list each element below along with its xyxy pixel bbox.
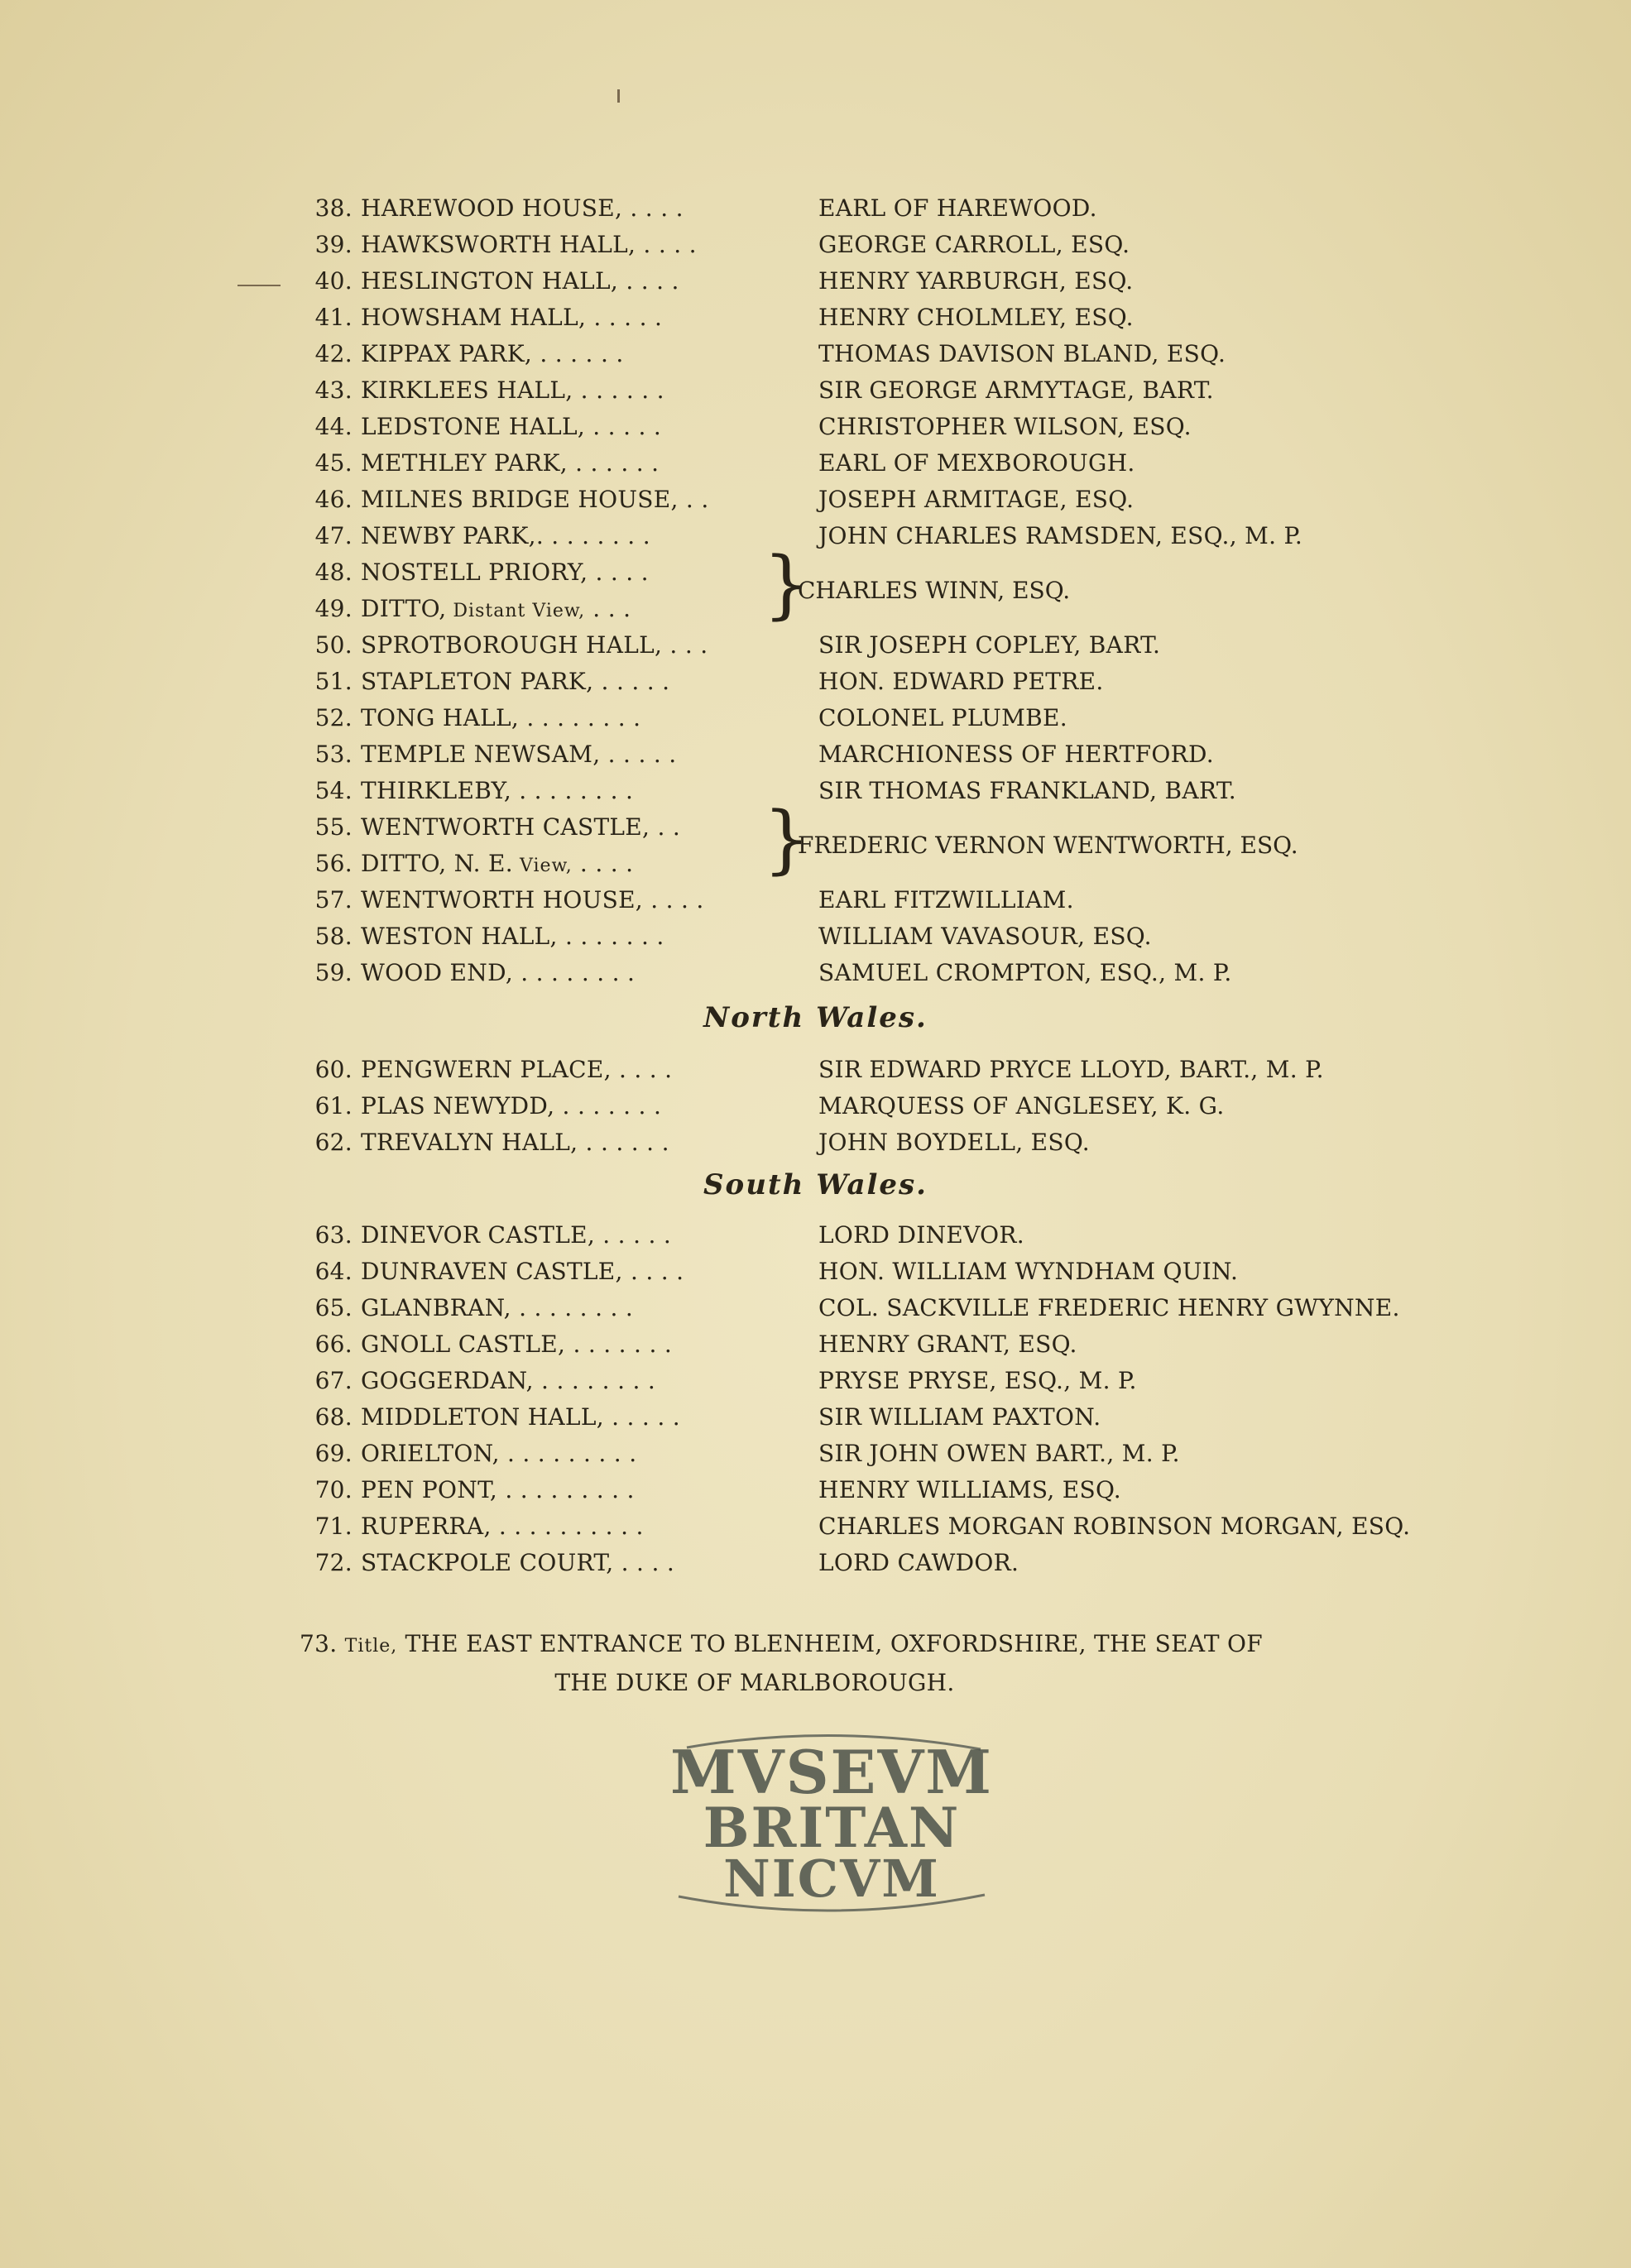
seat-name <box>361 886 804 913</box>
dot-leader: . . . . . . . . <box>535 522 650 549</box>
list-item <box>306 850 818 886</box>
seat-text: WOOD END, <box>361 959 514 986</box>
seat-text: PEN PONT, <box>361 1476 498 1503</box>
seat-name <box>361 1367 804 1394</box>
seat-text: LEDSTONE HALL, <box>361 413 586 440</box>
owner-name: EARL OF MEXBOROUGH. <box>818 449 1135 477</box>
list-item <box>306 1258 1238 1294</box>
owner-name: MARQUESS OF ANGLESEY, K. G. <box>818 1092 1225 1120</box>
entry-number: 70. <box>314 1476 353 1503</box>
seat-name <box>361 340 804 367</box>
seat-name <box>361 231 804 258</box>
list-item <box>306 668 1104 704</box>
dot-leader: . . . . . . . . . <box>499 1440 637 1467</box>
list-item <box>306 741 1214 777</box>
dot-leader: . . . . . <box>603 1403 680 1431</box>
owner-name: HON. EDWARD PETRE. <box>818 668 1104 695</box>
seat-text: NOSTELL PRIORY, <box>361 559 588 586</box>
brace-icon: } <box>763 541 811 628</box>
stamp-line-1: MVSEVM <box>670 1737 993 1807</box>
dot-leader: . . <box>678 486 709 513</box>
seat-text: MILNES BRIDGE HOUSE, <box>361 486 679 513</box>
owner-name: SIR EDWARD PRYCE LLOYD, BART., M. P. <box>818 1056 1324 1083</box>
dot-leader: . . . . . . <box>578 1129 669 1156</box>
list-item <box>306 1129 1090 1165</box>
dot-leader: . . . . . . . <box>554 1092 662 1120</box>
list-item <box>306 1331 1077 1367</box>
list-item <box>306 813 818 850</box>
seat-name <box>361 1092 804 1120</box>
seat-text: KIRKLEES HALL, <box>361 376 573 404</box>
seat-text: WESTON HALL, <box>361 923 558 950</box>
dot-leader: . . . . . <box>586 304 663 331</box>
seat-name <box>361 1221 804 1249</box>
entry-number: 65. <box>314 1294 353 1321</box>
entry-number: 39. <box>314 231 353 258</box>
entry-number: 59. <box>314 959 353 986</box>
seat-name <box>361 1056 804 1083</box>
seat-name <box>361 1403 804 1431</box>
seat-name <box>361 1258 804 1285</box>
seat-name <box>361 376 804 404</box>
entry-number: 66. <box>314 1331 353 1358</box>
dot-leader: . . . . . . . . <box>513 959 636 986</box>
margin-dash <box>237 285 281 286</box>
owner-name: SIR WILLIAM PAXTON. <box>818 1403 1101 1431</box>
entry-number: 48. <box>314 559 353 586</box>
list-item <box>306 959 1232 995</box>
page-mark <box>617 89 620 103</box>
seat-text: HAWKSWORTH HALL, <box>361 231 636 258</box>
seat-text: DITTO, N. E. <box>361 850 513 877</box>
entry-number: 47. <box>314 522 353 549</box>
list-item <box>306 886 1074 923</box>
seat-text: STACKPOLE COURT, <box>361 1549 614 1576</box>
entry-number: 43. <box>314 376 353 404</box>
seat-name <box>361 304 804 331</box>
owner-name: PRYSE PRYSE, ESQ., M. P. <box>818 1367 1137 1394</box>
seat-text: HESLINGTON HALL, <box>361 267 619 295</box>
dot-leader: . . . . . . <box>532 340 624 367</box>
dot-leader: . . . . <box>622 1258 684 1285</box>
owner-name: JOHN BOYDELL, ESQ. <box>818 1129 1090 1156</box>
list-item <box>306 1476 1121 1513</box>
seat-name <box>361 522 804 549</box>
entry-number: 56. <box>314 850 353 877</box>
entry-number: 53. <box>314 741 353 768</box>
seat-name <box>361 1331 804 1358</box>
dot-leader: . . . . . <box>585 413 662 440</box>
section-heading: North Wales. <box>703 1001 928 1034</box>
dot-leader: . . . . . . . . . . <box>491 1513 644 1540</box>
museum-stamp <box>654 1723 1010 1921</box>
brace-icon: } <box>763 796 811 883</box>
owner-name: SIR JOHN OWEN BART., M. P. <box>818 1440 1180 1467</box>
owner-name: COL. SACKVILLE FREDERIC HENRY GWYNNE. <box>818 1294 1400 1321</box>
seat-name <box>361 923 804 950</box>
entry-number: 69. <box>314 1440 353 1467</box>
seat-text: HAREWOOD HOUSE, <box>361 194 623 222</box>
list-item <box>306 631 1160 668</box>
seat-name <box>361 267 804 295</box>
seat-text: RUPERRA, <box>361 1513 492 1540</box>
entry-number: 55. <box>314 813 353 841</box>
entry-number: 72. <box>314 1549 353 1576</box>
seat-text: HOWSHAM HALL, <box>361 304 587 331</box>
seat-text: TONG HALL, <box>361 704 520 731</box>
seat-text: DINEVOR CASTLE, <box>361 1221 596 1249</box>
dot-leader: . . . . <box>613 1549 675 1576</box>
list-item <box>306 1221 1024 1258</box>
owner-name: LORD CAWDOR. <box>818 1549 1019 1576</box>
dot-leader: . . . . <box>643 886 704 913</box>
seat-name <box>361 1476 804 1503</box>
list-item <box>306 1513 1410 1549</box>
dot-leader: . . . . <box>611 1056 673 1083</box>
seat-text: MIDDLETON HALL, <box>361 1403 604 1431</box>
seat-text: STAPLETON PARK, <box>361 668 594 695</box>
dot-leader: . . . . . . . . <box>511 777 634 804</box>
entry-number: 50. <box>314 631 353 659</box>
seat-text: GLANBRAN, <box>361 1294 511 1321</box>
seat-name <box>361 741 804 768</box>
seat-name <box>361 850 804 877</box>
seat-name <box>361 1549 804 1576</box>
list-item <box>306 486 1134 522</box>
seat-text: NEWBY PARK, <box>361 522 536 549</box>
entry-number: 60. <box>314 1056 353 1083</box>
list-item <box>306 1056 1324 1092</box>
list-item <box>306 376 1214 413</box>
seat-text: WENTWORTH CASTLE, <box>361 813 650 841</box>
list-item <box>306 413 1192 449</box>
seat-name <box>361 959 804 986</box>
owner-name: COLONEL PLUMBE. <box>818 704 1067 731</box>
seat-name <box>361 1129 804 1156</box>
entry-number: 51. <box>314 668 353 695</box>
section-heading: South Wales. <box>703 1168 928 1201</box>
seat-name <box>361 668 804 695</box>
seat-text: METHLEY PARK, <box>361 449 568 477</box>
dot-leader: . . . . . . . . <box>533 1367 656 1394</box>
owner-name: GEORGE CARROLL, ESQ. <box>818 231 1130 258</box>
seat-text: TREVALYN HALL, <box>361 1129 578 1156</box>
entry-number: 41. <box>314 304 353 331</box>
seat-name <box>361 1294 804 1321</box>
title-note-label: Title, <box>344 1636 398 1657</box>
dot-leader: . . . . . . . . <box>519 704 641 731</box>
dot-leader: . . . . <box>588 559 649 586</box>
dot-leader: . . . . <box>636 231 697 258</box>
list-item <box>306 1367 1137 1403</box>
owner-name: SIR JOSEPH COPLEY, BART. <box>818 631 1161 659</box>
list-item <box>306 704 1067 741</box>
entry-number: 67. <box>314 1367 353 1394</box>
entry-number: 49. <box>314 595 353 622</box>
owner-name: CHRISTOPHER WILSON, ESQ. <box>818 413 1192 440</box>
list-item <box>306 231 1130 267</box>
seat-name <box>361 595 804 622</box>
seat-name <box>361 194 804 222</box>
owner-name: CHARLES MORGAN ROBINSON MORGAN, ESQ. <box>818 1513 1411 1540</box>
owner-name: SIR THOMAS FRANKLAND, BART. <box>818 777 1236 804</box>
list-item <box>306 340 1226 376</box>
entry-number: 45. <box>314 449 353 477</box>
owner-name: CHARLES WINN, ESQ. <box>798 577 1071 604</box>
dot-leader: . . . . <box>618 267 679 295</box>
seat-name <box>361 777 804 804</box>
entry-number: 38. <box>314 194 353 222</box>
owner-name: MARCHIONESS OF HERTFORD. <box>818 741 1214 768</box>
entry-number: 58. <box>314 923 353 950</box>
list-item <box>306 1440 1180 1476</box>
entry-number: 63. <box>314 1221 353 1249</box>
entry-number: 54. <box>314 777 353 804</box>
entry-number: 68. <box>314 1403 353 1431</box>
owner-name: HENRY WILLIAMS, ESQ. <box>818 1476 1122 1503</box>
seat-name <box>361 704 804 731</box>
entry-number: 46. <box>314 486 353 513</box>
owner-name: EARL FITZWILLIAM. <box>818 886 1074 913</box>
list-item <box>306 1294 1400 1331</box>
list-item <box>306 595 818 631</box>
owner-name: EARL OF HAREWOOD. <box>818 194 1097 222</box>
seat-text: ORIELTON, <box>361 1440 500 1467</box>
seat-text: DITTO, <box>361 595 447 622</box>
dot-leader: . . . . . . <box>567 449 660 477</box>
owner-name: JOSEPH ARMITAGE, ESQ. <box>818 486 1135 513</box>
owner-name: JOHN CHARLES RAMSDEN, ESQ., M. P. <box>818 522 1303 549</box>
entry-number: 40. <box>314 267 353 295</box>
entry-number: 71. <box>314 1513 353 1540</box>
seat-name <box>361 1513 804 1540</box>
stamp-line-3: NICVM <box>723 1848 940 1909</box>
list-item <box>306 923 1152 959</box>
entry-number: 62. <box>314 1129 353 1156</box>
list-item <box>306 449 1135 486</box>
list-item <box>306 304 1134 340</box>
entry-number: 52. <box>314 704 353 731</box>
owner-name: WILLIAM VAVASOUR, ESQ. <box>818 923 1152 950</box>
seat-name <box>361 413 804 440</box>
owner-name: HON. WILLIAM WYNDHAM QUIN. <box>818 1258 1239 1285</box>
dot-leader: . . . . . . . . <box>511 1294 634 1321</box>
seat-text: PENGWERN PLACE, <box>361 1056 612 1083</box>
list-item <box>306 1092 1225 1129</box>
seat-name <box>361 631 804 659</box>
entry-number: 57. <box>314 886 353 913</box>
owner-name: SIR GEORGE ARMYTAGE, BART. <box>818 376 1214 404</box>
stamp-line-2: BRITAN <box>703 1796 961 1860</box>
seat-text: THIRKLEBY, <box>361 777 512 804</box>
seat-view-label: Distant View, <box>446 601 586 621</box>
seat-text: DUNRAVEN CASTLE, <box>361 1258 623 1285</box>
dot-leader: . . . . <box>622 194 684 222</box>
owner-name: HENRY GRANT, ESQ. <box>818 1331 1077 1358</box>
seat-name <box>361 559 804 586</box>
seat-name <box>361 449 804 477</box>
seat-text: GOGGERDAN, <box>361 1367 534 1394</box>
entry-number: 61. <box>314 1092 353 1120</box>
seat-name <box>361 1440 804 1467</box>
seat-text: GNOLL CASTLE, <box>361 1331 566 1358</box>
list-item <box>306 1403 1101 1440</box>
title-note <box>300 1626 1458 1701</box>
owner-name: HENRY YARBURGH, ESQ. <box>818 267 1134 295</box>
dot-leader: . . . . . . . <box>557 923 664 950</box>
owner-name: FREDERIC VERNON WENTWORTH, ESQ. <box>798 832 1298 859</box>
dot-leader: . . . . . . . <box>565 1331 673 1358</box>
title-note-line1: THE EAST ENTRANCE TO BLENHEIM, OXFORDSHIRE, THE SEAT OF <box>405 1630 1264 1657</box>
owner-name: HENRY CHOLMLEY, ESQ. <box>818 304 1134 331</box>
dot-leader: . . . . . . <box>573 376 664 404</box>
list-item <box>306 559 818 595</box>
seat-name <box>361 486 804 513</box>
title-note-line2: THE DUKE OF MARLBOROUGH. <box>554 1669 955 1696</box>
seat-text: WENTWORTH HOUSE, <box>361 886 644 913</box>
dot-leader: . . . . . <box>595 1221 672 1249</box>
seat-text: SPROTBOROUGH HALL, <box>361 631 663 659</box>
owner-name: SAMUEL CROMPTON, ESQ., M. P. <box>818 959 1232 986</box>
list-item <box>306 1549 1019 1585</box>
dot-leader: . . . . . <box>593 668 670 695</box>
owner-name: THOMAS DAVISON BLAND, ESQ. <box>818 340 1226 367</box>
entry-number: 42. <box>314 340 353 367</box>
seat-text: TEMPLE NEWSAM, <box>361 741 601 768</box>
entry-number: 64. <box>314 1258 353 1285</box>
dot-leader: . . . . . <box>600 741 677 768</box>
seat-text: KIPPAX PARK, <box>361 340 533 367</box>
list-item <box>306 194 1097 231</box>
dot-leader: . . . . . . . . . <box>497 1476 635 1503</box>
dot-leader: . . . . <box>572 850 634 877</box>
dot-leader: . . <box>650 813 681 841</box>
seat-view-label: View, <box>512 856 573 876</box>
dot-leader: . . . <box>585 595 631 622</box>
title-note-num: 73. <box>300 1630 338 1657</box>
seat-name <box>361 813 804 841</box>
entry-number: 44. <box>314 413 353 440</box>
seat-text: PLAS NEWYDD, <box>361 1092 555 1120</box>
dot-leader: . . . <box>662 631 708 659</box>
owner-name: LORD DINEVOR. <box>818 1221 1024 1249</box>
list-item <box>306 267 1134 304</box>
